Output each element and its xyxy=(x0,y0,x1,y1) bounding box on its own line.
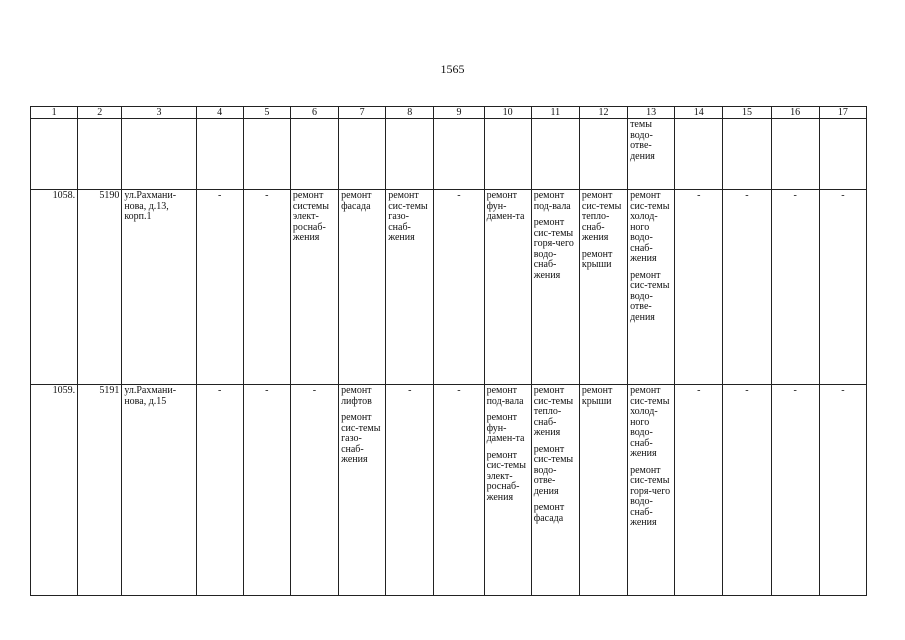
table-cell: - xyxy=(819,190,866,385)
table-cell: - xyxy=(675,385,723,596)
column-header: 10 xyxy=(484,107,531,119)
header-row xyxy=(31,107,867,119)
table-cell xyxy=(243,119,290,190)
table-cell xyxy=(31,119,78,190)
column-header: 12 xyxy=(579,107,627,119)
table-cell xyxy=(484,385,531,596)
table-cell xyxy=(484,190,531,385)
table-cell: - xyxy=(723,190,771,385)
column-header: 8 xyxy=(386,107,434,119)
table-cell xyxy=(531,119,579,190)
work-item: ремонт сис-темы тепло-снаб-жения xyxy=(533,385,574,438)
table-cell xyxy=(78,119,122,190)
column-header: 15 xyxy=(723,107,771,119)
work-item: ремонт системы элект-роснаб-жения xyxy=(292,190,329,243)
column-header: 6 xyxy=(290,107,338,119)
address: ул.Рахмани-нова, д.13, корп.1 xyxy=(122,190,196,385)
column-header: 1 xyxy=(31,107,78,119)
work-item: ремонт лифтов xyxy=(341,385,372,407)
work-item: ремонт фасада xyxy=(533,502,565,524)
table-cell xyxy=(579,190,627,385)
table-cell: - xyxy=(196,190,243,385)
repair-schedule-table xyxy=(30,106,867,596)
column-header: 5 xyxy=(243,107,290,119)
table-cell xyxy=(628,190,675,385)
column-header: 17 xyxy=(819,107,866,119)
table-cell xyxy=(723,119,771,190)
column-header: 16 xyxy=(771,107,819,119)
table-cell: - xyxy=(723,385,771,596)
work-item: ремонт сис-темы газо-снаб-жения xyxy=(341,412,381,465)
work-item: ремонт крыши xyxy=(581,385,613,407)
table-cell xyxy=(122,119,196,190)
table-cell xyxy=(290,190,338,385)
building-code: 5191 xyxy=(78,385,122,596)
work-item: ремонт сис-темы горя-чего водо-снаб-жения xyxy=(533,217,574,281)
table-row xyxy=(31,385,867,596)
table-cell xyxy=(531,385,579,596)
table-cell xyxy=(339,119,386,190)
work-item: ремонт сис-темы газо-снаб-жения xyxy=(388,190,428,243)
work-item: ремонт фун-дамен-та xyxy=(486,190,525,222)
table-cell xyxy=(434,119,484,190)
column-header: 9 xyxy=(434,107,484,119)
building-code: 5190 xyxy=(78,190,122,385)
work-item: ремонт фун-дамен-та xyxy=(486,412,525,444)
table-cell xyxy=(484,119,531,190)
table-cell xyxy=(579,119,627,190)
table-cell xyxy=(675,119,723,190)
table-cell xyxy=(819,119,866,190)
work-item: ремонт сис-темы элект-роснаб-жения xyxy=(486,449,526,503)
table-cell xyxy=(579,385,627,596)
table-cell xyxy=(628,385,675,596)
table-cell xyxy=(339,190,386,385)
column-header: 13 xyxy=(628,107,675,119)
work-item: ремонт под-вала xyxy=(533,190,571,212)
column-header: 3 xyxy=(122,107,196,119)
table-cell xyxy=(531,190,579,385)
column-header: 11 xyxy=(531,107,579,119)
work-item: ремонт сис-темы горя-чего водо-снаб-жения xyxy=(630,464,671,528)
table-row xyxy=(31,190,867,385)
work-item: ремонт фасада xyxy=(341,190,372,212)
work-item: темы водо-отве-дения xyxy=(630,119,655,162)
table-cell xyxy=(196,119,243,190)
table-cell: - xyxy=(434,385,484,596)
table-cell xyxy=(386,190,434,385)
column-header: 2 xyxy=(78,107,122,119)
table-cell: - xyxy=(819,385,866,596)
table-cell: - xyxy=(771,190,819,385)
table-cell: - xyxy=(196,385,243,596)
column-header: 4 xyxy=(196,107,243,119)
table-cell: - xyxy=(290,385,338,596)
table-cell: - xyxy=(243,190,290,385)
work-item: ремонт сис-темы холод-ного водо-снаб-жения xyxy=(630,385,670,459)
table-cell xyxy=(771,119,819,190)
table-cell xyxy=(628,119,675,190)
continuation-row xyxy=(31,119,867,190)
row-number: 1059. xyxy=(31,385,78,596)
work-item: ремонт под-вала xyxy=(486,385,524,407)
work-item: ремонт сис-темы водо-отве-дения xyxy=(630,269,670,323)
work-item: ремонт крыши xyxy=(581,248,613,270)
table-cell xyxy=(339,385,386,596)
table-cell xyxy=(386,119,434,190)
table-cell xyxy=(290,119,338,190)
work-item: ремонт сис-темы тепло-снаб-жения xyxy=(581,190,622,243)
table-cell: - xyxy=(243,385,290,596)
table-cell: - xyxy=(386,385,434,596)
address: ул.Рахмани-нова, д.15 xyxy=(122,385,196,596)
row-number: 1058. xyxy=(31,190,78,385)
table-cell: - xyxy=(675,190,723,385)
page-number: 1565 xyxy=(440,62,465,76)
table-cell: - xyxy=(434,190,484,385)
work-item: ремонт сис-темы водо-отве-дения xyxy=(533,443,574,497)
column-header: 14 xyxy=(675,107,723,119)
column-header: 7 xyxy=(339,107,386,119)
work-item: ремонт сис-темы холод-ного водо-снаб-жения xyxy=(630,190,670,264)
table-cell: - xyxy=(771,385,819,596)
